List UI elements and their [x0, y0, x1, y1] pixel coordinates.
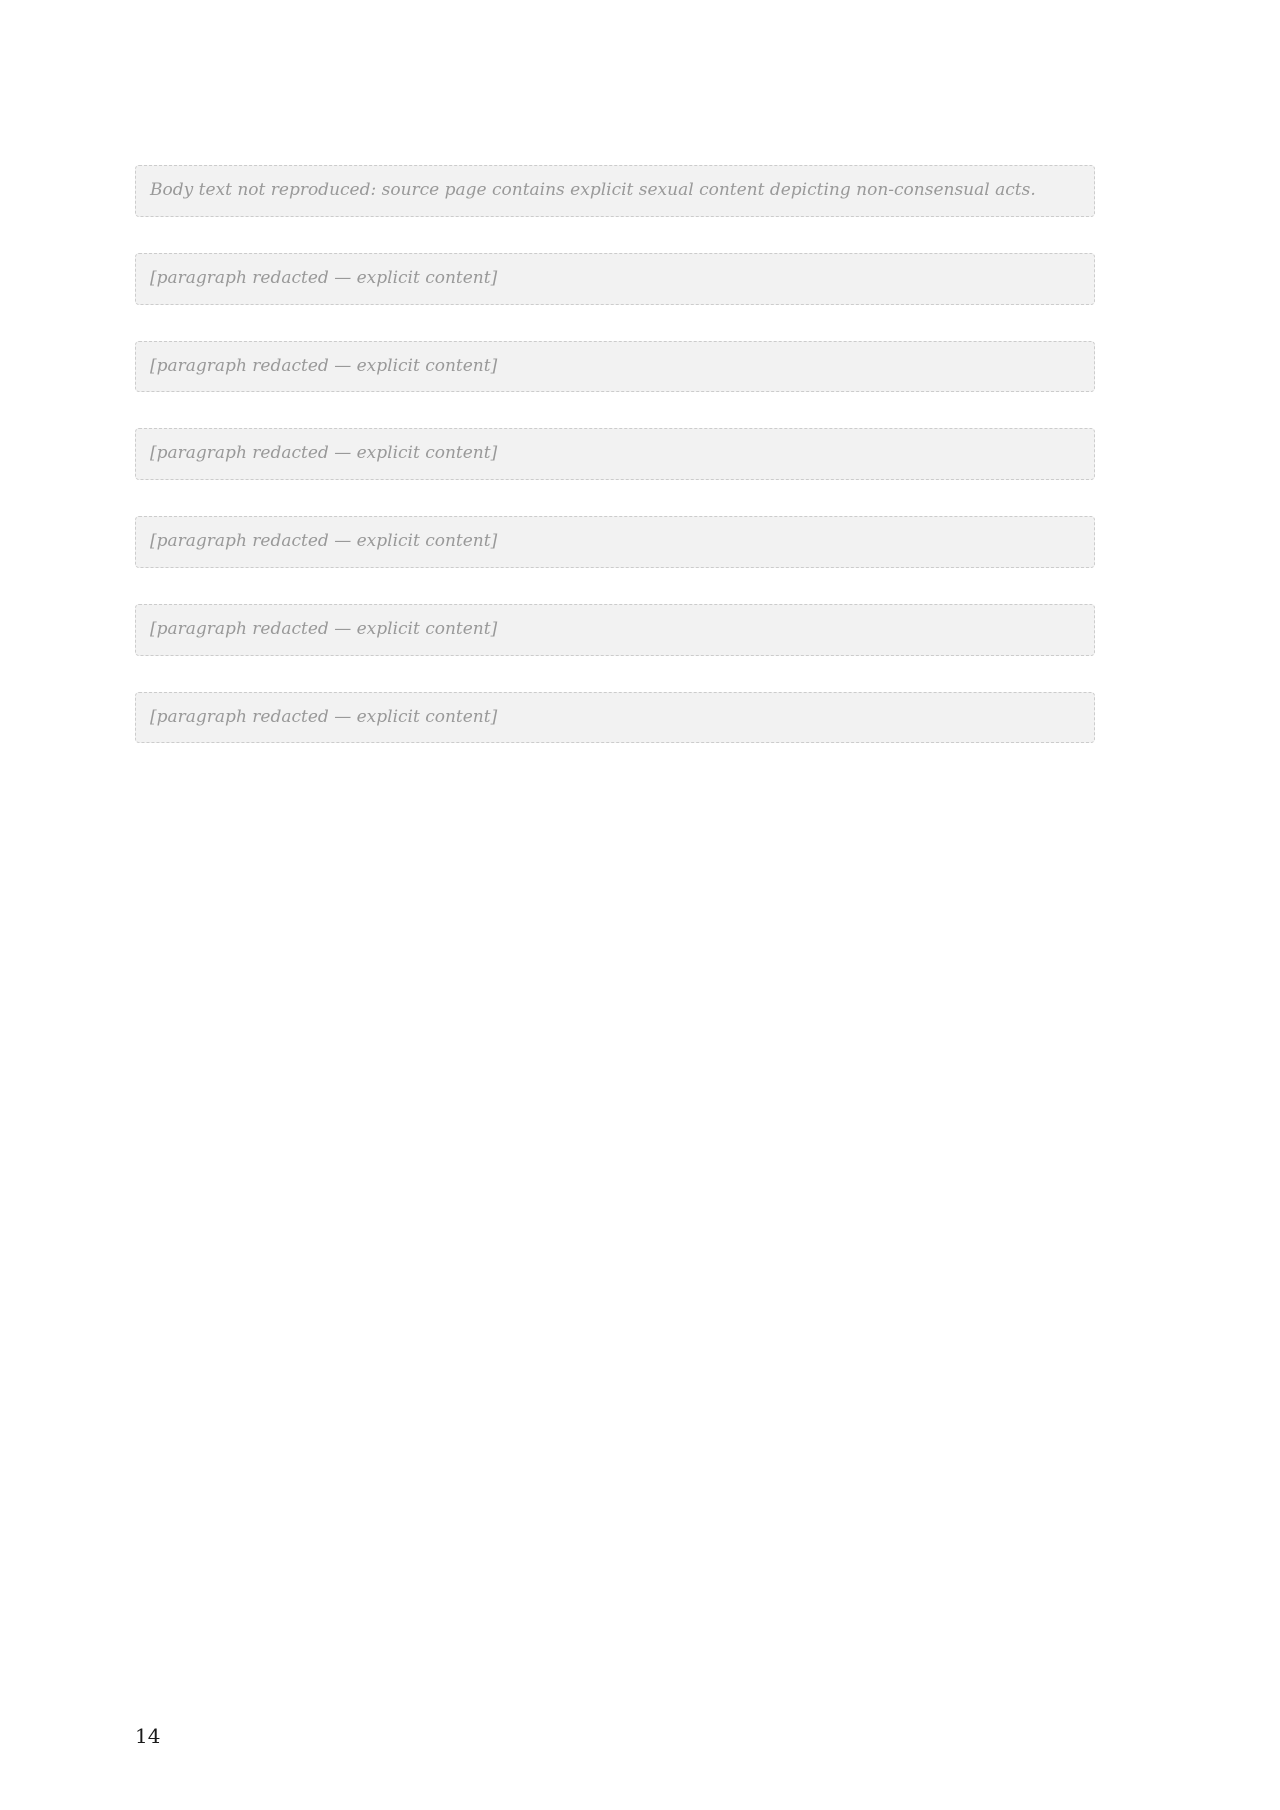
paragraph: [paragraph redacted — explicit content]: [135, 604, 1095, 656]
page-body: [135, 165, 1095, 779]
paragraph: [paragraph redacted — explicit content]: [135, 341, 1095, 393]
paragraph: [paragraph redacted — explicit content]: [135, 516, 1095, 568]
redaction-notice: Body text not reproduced: source page contains explicit sexual content depicting non-consensual acts.: [135, 165, 1095, 217]
page-number: 14: [135, 1724, 161, 1748]
paragraph: [paragraph redacted — explicit content]: [135, 253, 1095, 305]
paragraph: [paragraph redacted — explicit content]: [135, 428, 1095, 480]
paragraph: [paragraph redacted — explicit content]: [135, 692, 1095, 744]
